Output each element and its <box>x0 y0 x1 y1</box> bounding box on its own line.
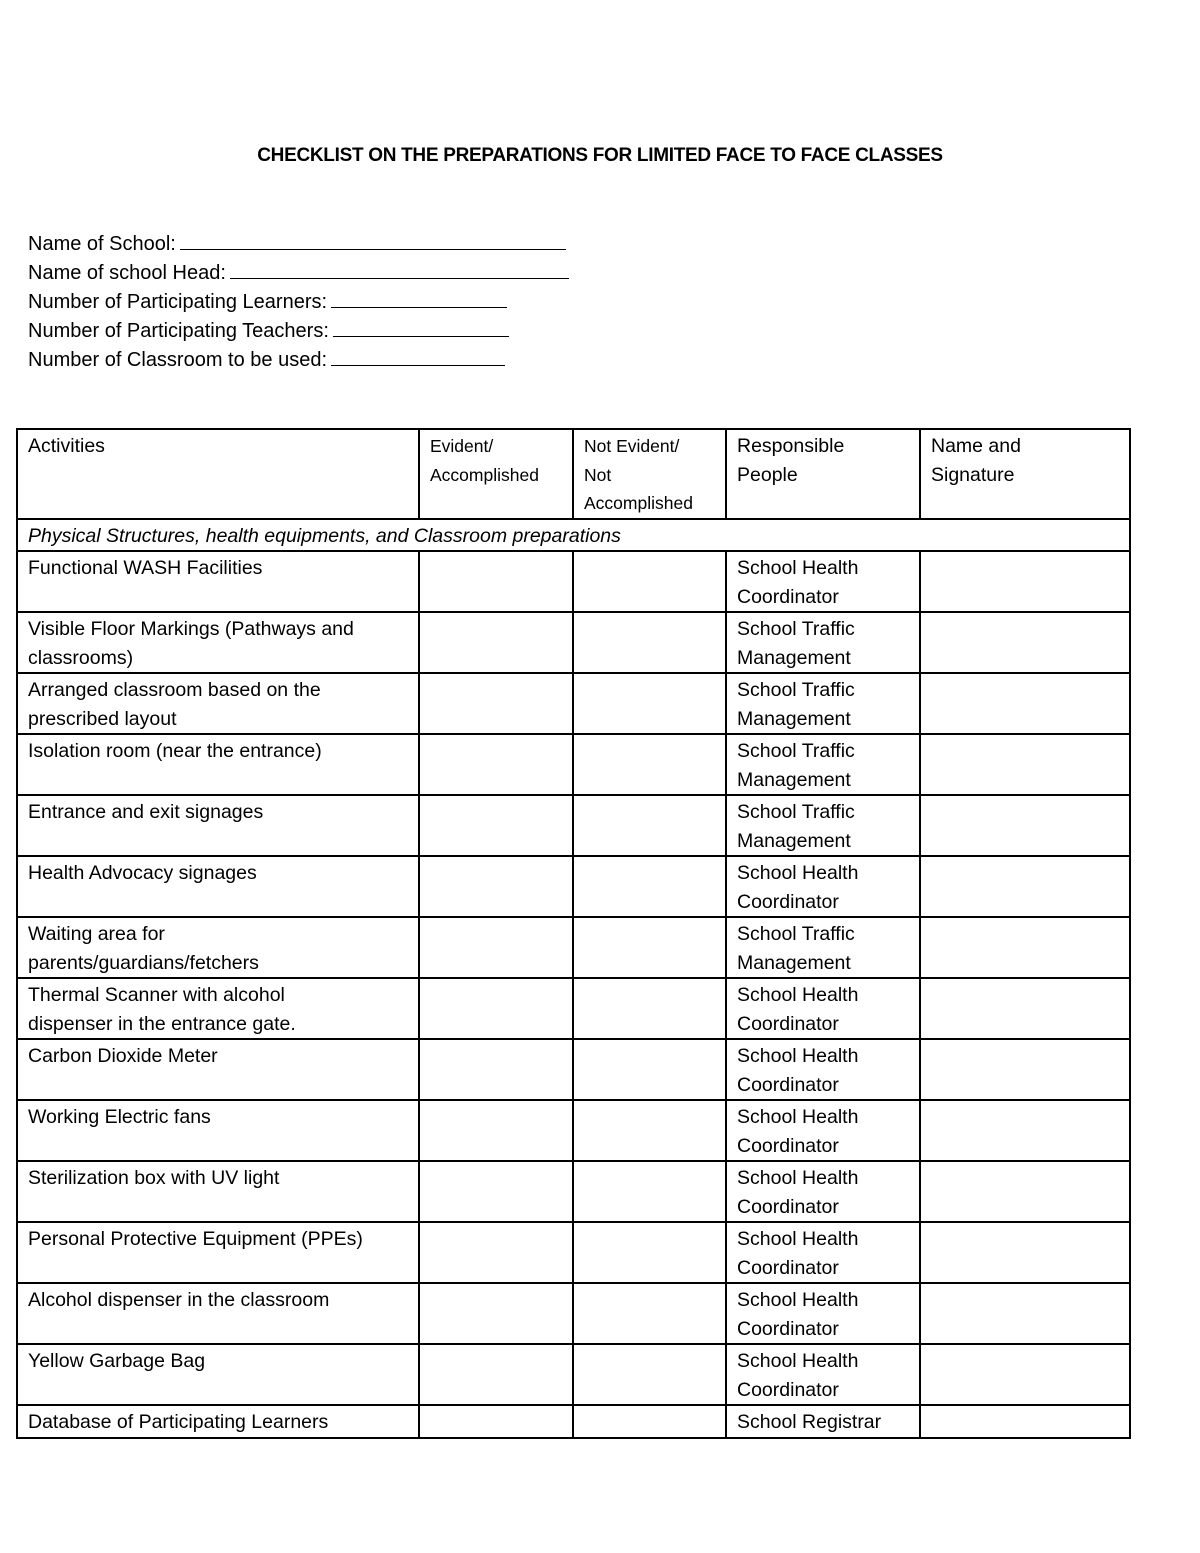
activity-cell <box>17 551 419 612</box>
responsible-text-cont: Management <box>737 768 851 791</box>
responsible-text-cont: Management <box>737 829 851 852</box>
table-row <box>17 673 1130 734</box>
header-responsible-people: Responsible People <box>726 429 920 519</box>
responsible-cell <box>726 1161 920 1222</box>
signature-cell[interactable] <box>920 856 1130 917</box>
school-name-field[interactable] <box>180 229 566 250</box>
activity-text: Database of Participating Learners <box>28 1411 329 1433</box>
responsible-text: School Registrar <box>737 1411 882 1433</box>
classrooms-count-field[interactable] <box>331 345 505 366</box>
responsible-cell <box>726 1283 920 1344</box>
responsible-text-cont: Coordinator <box>737 1012 839 1035</box>
header-activities: Activities <box>17 429 419 519</box>
evident-cell[interactable] <box>419 795 573 856</box>
activity-cell <box>17 1283 419 1344</box>
table-row <box>17 612 1130 673</box>
responsible-cell <box>726 1100 920 1161</box>
signature-cell[interactable] <box>920 1100 1130 1161</box>
evident-cell[interactable] <box>419 1405 573 1438</box>
signature-cell[interactable] <box>920 1222 1130 1283</box>
activity-text: Personal Protective Equipment (PPEs) <box>28 1228 363 1250</box>
not-evident-cell[interactable] <box>573 795 726 856</box>
responsible-text: School Health <box>737 984 859 1006</box>
header-evident: Evident/ Accomplished <box>419 429 573 519</box>
table-row <box>17 1161 1130 1222</box>
activity-text: Functional WASH Facilities <box>28 557 263 579</box>
signature-cell[interactable] <box>920 551 1130 612</box>
table-row <box>17 856 1130 917</box>
activity-cell <box>17 978 419 1039</box>
responsible-text-cont: Management <box>737 707 851 730</box>
not-evident-cell[interactable] <box>573 1161 726 1222</box>
activity-text: Working Electric fans <box>28 1106 211 1128</box>
activity-text: Health Advocacy signages <box>28 862 257 884</box>
activity-cell <box>17 1222 419 1283</box>
not-evident-cell[interactable] <box>573 1283 726 1344</box>
learners-count-field[interactable] <box>331 287 507 308</box>
info-line-classrooms <box>28 345 569 374</box>
activity-cell <box>17 795 419 856</box>
table-row <box>17 1222 1130 1283</box>
evident-cell[interactable] <box>419 734 573 795</box>
signature-cell[interactable] <box>920 1344 1130 1405</box>
responsible-cell <box>726 673 920 734</box>
activity-text: Visible Floor Markings (Pathways and <box>28 618 354 640</box>
responsible-text: School Health <box>737 1167 859 1189</box>
activity-cell <box>17 1100 419 1161</box>
document-title: CHECKLIST ON THE PREPARATIONS FOR LIMITED FACE TO FACE CLASSES <box>257 145 943 166</box>
not-evident-cell[interactable] <box>573 1222 726 1283</box>
signature-cell[interactable] <box>920 978 1130 1039</box>
signature-cell[interactable] <box>920 1161 1130 1222</box>
responsible-text-cont: Coordinator <box>737 585 839 608</box>
info-line-school-name <box>28 229 569 258</box>
responsible-text-cont: Coordinator <box>737 1317 839 1340</box>
section-heading: Physical Structures, health equipments, and Classroom preparations <box>17 519 1130 552</box>
activity-text: Yellow Garbage Bag <box>28 1350 206 1372</box>
signature-cell[interactable] <box>920 673 1130 734</box>
table-header-row <box>17 429 1130 519</box>
activity-text: Entrance and exit signages <box>28 801 264 823</box>
table-row <box>17 1283 1130 1344</box>
activity-cell <box>17 734 419 795</box>
table-row <box>17 734 1130 795</box>
not-evident-cell[interactable] <box>573 1039 726 1100</box>
responsible-cell <box>726 734 920 795</box>
classrooms-count-label: Number of Classroom to be used: <box>28 349 328 371</box>
table-row <box>17 551 1130 612</box>
evident-cell[interactable] <box>419 1039 573 1100</box>
activity-cell <box>17 1161 419 1222</box>
responsible-cell <box>726 978 920 1039</box>
table-row <box>17 795 1130 856</box>
activity-text: Sterilization box with UV light <box>28 1167 280 1189</box>
responsible-text-cont: Coordinator <box>737 1073 839 1096</box>
responsible-text: School Health <box>737 557 859 579</box>
table-row <box>17 978 1130 1039</box>
responsible-text-cont: Management <box>737 951 851 974</box>
responsible-text: School Traffic <box>737 801 855 823</box>
signature-cell[interactable] <box>920 734 1130 795</box>
signature-cell[interactable] <box>920 1405 1130 1438</box>
header-name-signature: Name and Signature <box>920 429 1130 519</box>
responsible-cell <box>726 795 920 856</box>
activity-text: Isolation room (near the entrance) <box>28 740 322 762</box>
table-row <box>17 1344 1130 1405</box>
responsible-text-cont: Coordinator <box>737 890 839 913</box>
school-head-label: Name of school Head: <box>28 262 226 284</box>
responsible-text: School Traffic <box>737 923 855 945</box>
responsible-text: School Health <box>737 1228 859 1250</box>
activity-text-cont: prescribed layout <box>28 707 177 730</box>
evident-cell[interactable] <box>419 1100 573 1161</box>
responsible-cell <box>726 1222 920 1283</box>
responsible-cell <box>726 917 920 978</box>
activity-cell <box>17 673 419 734</box>
responsible-text: School Health <box>737 1045 859 1067</box>
activity-text: Waiting area for <box>28 923 165 945</box>
responsible-text-cont: Coordinator <box>737 1256 839 1279</box>
not-evident-cell[interactable] <box>573 551 726 612</box>
responsible-text: School Traffic <box>737 740 855 762</box>
responsible-cell <box>726 1344 920 1405</box>
responsible-text-cont: Coordinator <box>737 1378 839 1401</box>
activity-text-cont: parents/guardians/fetchers <box>28 951 259 974</box>
school-info-block <box>28 229 569 374</box>
activity-text: Thermal Scanner with alcohol <box>28 984 285 1006</box>
teachers-count-field[interactable] <box>333 316 509 337</box>
responsible-cell <box>726 856 920 917</box>
responsible-text: School Health <box>737 1106 859 1128</box>
activity-text: Alcohol dispenser in the classroom <box>28 1289 330 1311</box>
info-line-learners <box>28 287 569 316</box>
activity-text: Carbon Dioxide Meter <box>28 1045 218 1067</box>
responsible-text-cont: Coordinator <box>737 1195 839 1218</box>
signature-cell[interactable] <box>920 1283 1130 1344</box>
not-evident-cell[interactable] <box>573 734 726 795</box>
evident-cell[interactable] <box>419 673 573 734</box>
evident-cell[interactable] <box>419 1161 573 1222</box>
table-row <box>17 1100 1130 1161</box>
activity-text: Arranged classroom based on the <box>28 679 321 701</box>
evident-cell[interactable] <box>419 856 573 917</box>
responsible-text: School Health <box>737 862 859 884</box>
not-evident-cell[interactable] <box>573 856 726 917</box>
activity-text-cont: classrooms) <box>28 646 134 669</box>
not-evident-cell[interactable] <box>573 1100 726 1161</box>
activity-cell <box>17 1039 419 1100</box>
evident-cell[interactable] <box>419 551 573 612</box>
not-evident-cell[interactable] <box>573 1405 726 1438</box>
info-line-school-head <box>28 258 569 287</box>
signature-cell[interactable] <box>920 1039 1130 1100</box>
signature-cell[interactable] <box>920 612 1130 673</box>
school-head-field[interactable] <box>230 258 569 279</box>
teachers-count-label: Number of Participating Teachers: <box>28 320 329 342</box>
not-evident-cell[interactable] <box>573 612 726 673</box>
not-evident-cell[interactable] <box>573 917 726 978</box>
activity-cell <box>17 1344 419 1405</box>
not-evident-cell[interactable] <box>573 978 726 1039</box>
not-evident-cell[interactable] <box>573 1344 726 1405</box>
responsible-text: School Traffic <box>737 618 855 640</box>
table-row <box>17 1405 1130 1438</box>
activity-cell <box>17 856 419 917</box>
responsible-cell <box>726 551 920 612</box>
activity-text-cont: dispenser in the entrance gate. <box>28 1012 296 1035</box>
not-evident-cell[interactable] <box>573 673 726 734</box>
responsible-text: School Health <box>737 1350 859 1372</box>
evident-cell[interactable] <box>419 1344 573 1405</box>
learners-count-label: Number of Participating Learners: <box>28 291 328 313</box>
evident-cell[interactable] <box>419 1222 573 1283</box>
responsible-text: School Health <box>737 1289 859 1311</box>
info-line-teachers <box>28 316 569 345</box>
evident-cell[interactable] <box>419 1283 573 1344</box>
activity-cell <box>17 612 419 673</box>
checklist-table <box>16 428 1131 1439</box>
responsible-cell <box>726 1405 920 1438</box>
activity-cell <box>17 1405 419 1438</box>
responsible-cell <box>726 612 920 673</box>
signature-cell[interactable] <box>920 917 1130 978</box>
evident-cell[interactable] <box>419 917 573 978</box>
evident-cell[interactable] <box>419 978 573 1039</box>
table-row <box>17 917 1130 978</box>
activity-cell <box>17 917 419 978</box>
responsible-text: School Traffic <box>737 679 855 701</box>
responsible-text-cont: Management <box>737 646 851 669</box>
evident-cell[interactable] <box>419 612 573 673</box>
responsible-cell <box>726 1039 920 1100</box>
school-name-label: Name of School: <box>28 233 176 255</box>
responsible-text-cont: Coordinator <box>737 1134 839 1157</box>
table-row <box>17 1039 1130 1100</box>
section-row <box>17 519 1130 552</box>
signature-cell[interactable] <box>920 795 1130 856</box>
header-not-evident: Not Evident/ Not Accomplished <box>573 429 726 519</box>
